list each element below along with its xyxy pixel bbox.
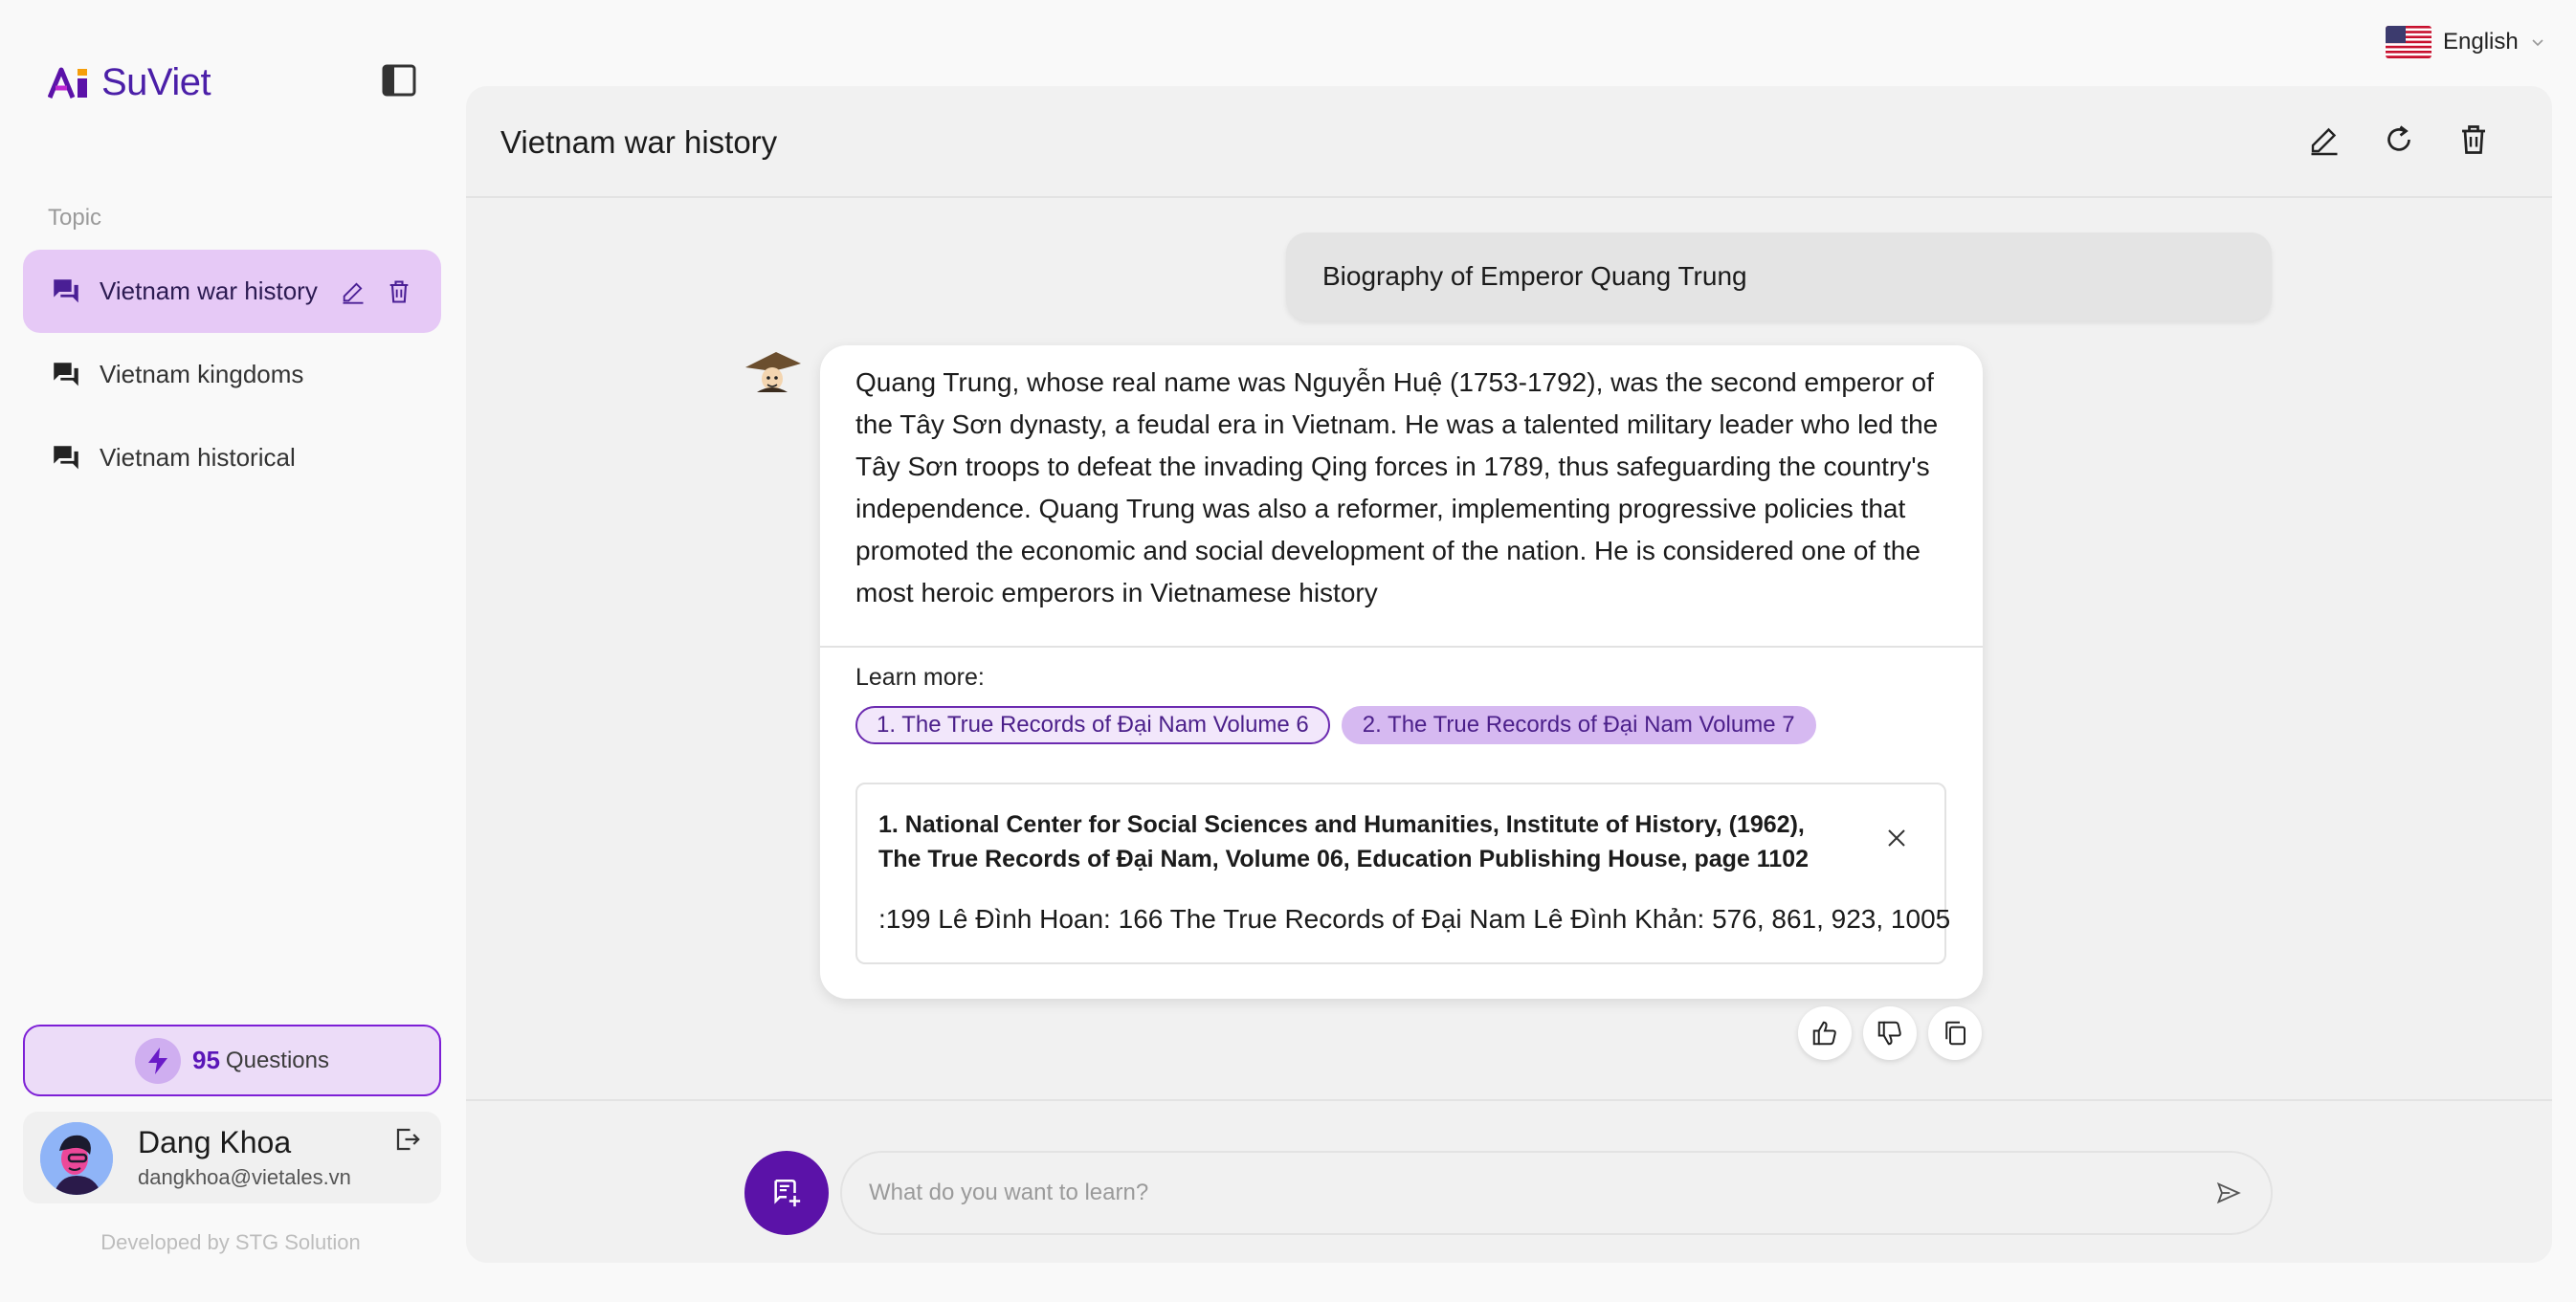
app-logo[interactable] [48, 61, 211, 104]
bot-avatar-icon [744, 346, 803, 396]
source-chip-1[interactable]: 1. The True Records of Đại Nam Volume 6 [855, 706, 1330, 744]
questions-count: 95 [192, 1046, 220, 1074]
close-icon[interactable] [1885, 827, 1908, 850]
copy-button[interactable] [1928, 1006, 1982, 1060]
divider [466, 1099, 2552, 1101]
questions-label: Questions [225, 1047, 329, 1073]
questions-counter[interactable] [23, 1025, 441, 1096]
new-chat-button[interactable] [744, 1151, 829, 1235]
new-chat-icon [770, 1177, 803, 1209]
sidebar-item-vietnam-kingdoms[interactable] [23, 333, 441, 416]
bot-answer-text: Quang Trung, whose real name was Nguyễn Huệ (1753-1792), was the second emperor of the Tây Sơn dynasty, a feudal era in Vietnam. He was a talented military leader who led the Tây Sơn troops to defeat the invading Qing forces in 1789, thus safeguarding the country's independence. Quang Trung was also a reformer, implementing progressive policies that promoted the economic and social development of the nation. He is considered one of the most heroic emperors in Vietnamese history [855, 367, 1939, 607]
send-icon[interactable] [2215, 1180, 2242, 1206]
chat-input[interactable] [867, 1153, 2187, 1233]
source-chip-2[interactable]: 2. The True Records of Đại Nam Volume 7 [1342, 706, 1816, 744]
delete-icon[interactable] [386, 278, 412, 305]
chat-header [466, 86, 2552, 198]
thumbs-up-icon [1810, 1019, 1839, 1048]
sidebar-item-label: Vietnam war history [100, 276, 318, 305]
copy-icon [1941, 1019, 1969, 1048]
avatar[interactable] [40, 1122, 113, 1195]
user-message-text: Biography of Emperor Quang Trung [1322, 261, 1747, 291]
user-message-bubble [1286, 232, 2272, 320]
sidebar-item-vietnam-historical[interactable] [23, 416, 441, 499]
thumbs-down-icon [1876, 1019, 1904, 1048]
reference-body: :199 Lê Đình Hoan: 166 The True Records of Đại Nam Lê Đình Khản: 576, 861, 923, 1005 [878, 904, 1951, 934]
chat-icon [50, 276, 82, 308]
user-profile-card [23, 1112, 441, 1203]
us-flag-icon [2386, 26, 2432, 58]
bot-answer-card [820, 345, 1983, 999]
divider [820, 646, 1983, 648]
bolt-icon [135, 1038, 181, 1084]
topic-heading: Topic [48, 205, 102, 231]
reference-panel [855, 783, 1951, 964]
learn-more-label: Learn more: [855, 664, 985, 691]
sidebar [0, 0, 461, 1302]
chat-input-container [840, 1151, 2273, 1235]
sidebar-item-label: Vietnam historical [100, 443, 296, 472]
delete-icon[interactable] [2456, 122, 2491, 157]
language-label: English [2443, 29, 2519, 55]
chat-icon [50, 442, 82, 474]
page-title: Vietnam war history [500, 124, 778, 160]
sidebar-item-label: Vietnam kingdoms [100, 360, 304, 388]
chevron-down-icon [2530, 34, 2545, 50]
logo-text: SuViet [101, 61, 211, 103]
chat-panel [466, 86, 2552, 1263]
logout-icon[interactable] [393, 1125, 422, 1154]
edit-icon[interactable] [2307, 122, 2342, 157]
chat-icon [50, 359, 82, 391]
sidebar-toggle-icon[interactable] [381, 63, 417, 98]
user-name: Dang Khoa [138, 1125, 292, 1159]
thumbs-down-button[interactable] [1863, 1006, 1917, 1060]
refresh-icon[interactable] [2382, 122, 2416, 157]
sidebar-item-vietnam-war-history[interactable] [23, 250, 441, 333]
edit-icon[interactable] [340, 278, 366, 305]
reference-title: 1. National Center for Social Sciences and Humanities, Institute of History, (1962), The True Records of Đại Nam, Volume 06, Education Publishing House, page 1102 [878, 811, 1809, 872]
developed-by-text: Developed by STG Solution [100, 1230, 361, 1254]
thumbs-up-button[interactable] [1798, 1006, 1852, 1060]
user-email: dangkhoa@vietales.vn [138, 1165, 351, 1189]
language-selector[interactable] [2386, 25, 2545, 59]
logo-mark-icon [48, 67, 98, 99]
